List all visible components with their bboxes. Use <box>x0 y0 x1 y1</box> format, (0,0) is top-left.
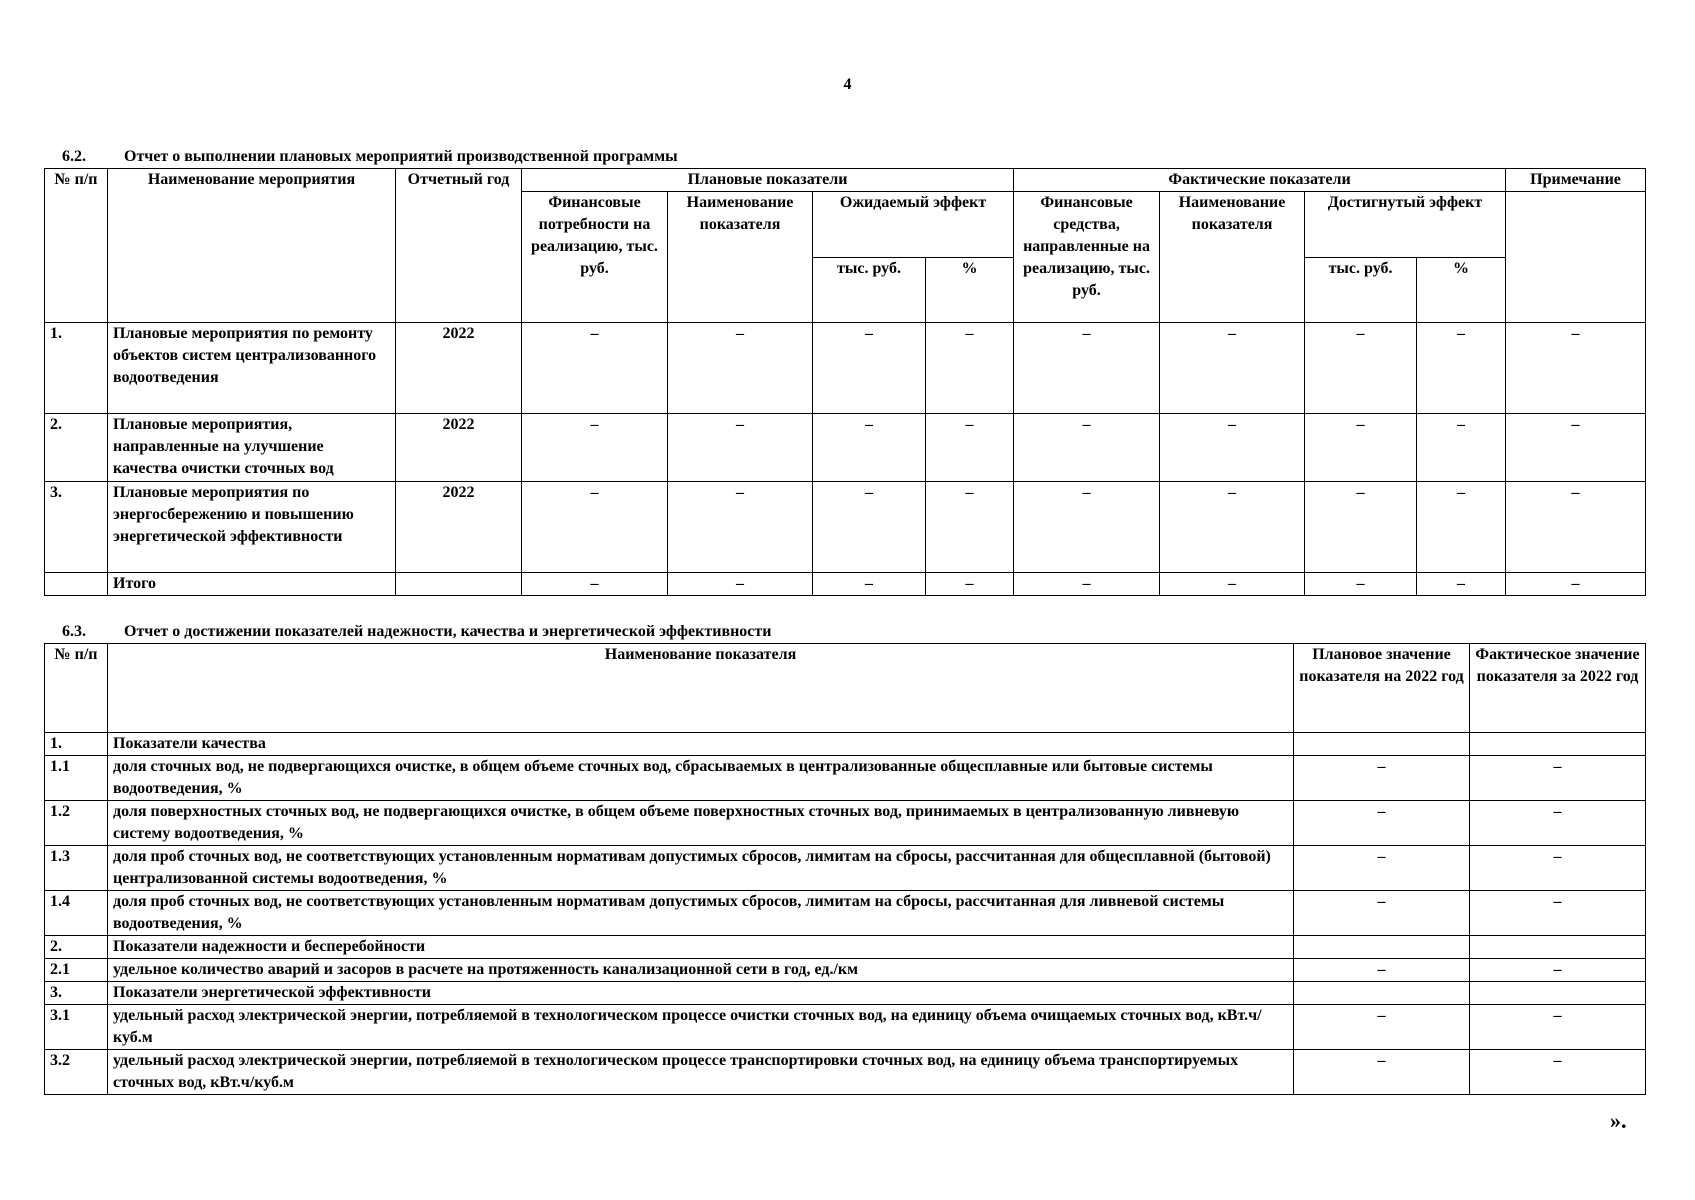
row-value: – <box>522 482 668 573</box>
production-program-table <box>44 168 1646 596</box>
row-value: – <box>522 414 668 482</box>
section-63-title-text: Отчет о достижении показателей надежности, качества и энергетической эффективности <box>124 623 772 640</box>
row-value: – <box>813 323 926 414</box>
row-value: – <box>1506 482 1646 573</box>
row-num: 1. <box>45 733 108 756</box>
table-row <box>45 733 1646 756</box>
row-value: – <box>668 482 813 573</box>
total-value: – <box>1014 573 1160 596</box>
row-value: – <box>1506 323 1646 414</box>
row-year: 2022 <box>396 414 522 482</box>
header-row <box>45 644 1646 733</box>
row-planned: – <box>1294 801 1470 846</box>
row-actual: – <box>1470 1005 1646 1050</box>
header-achieved-effect: Достигнутый эффект <box>1305 192 1506 258</box>
table-row <box>45 482 1646 573</box>
row-num: 2.1 <box>45 959 108 982</box>
table-row <box>45 936 1646 959</box>
row-num: 2. <box>45 414 108 482</box>
total-value: – <box>668 573 813 596</box>
header-name: Наименование показателя <box>108 644 1294 733</box>
table-row <box>45 846 1646 891</box>
row-value: – <box>1305 414 1417 482</box>
row-value: – <box>1014 323 1160 414</box>
row-value: – <box>1014 414 1160 482</box>
row-actual <box>1470 936 1646 959</box>
table-row <box>45 982 1646 1005</box>
header-expected-effect: Ожидаемый эффект <box>813 192 1014 258</box>
row-actual <box>1470 982 1646 1005</box>
header-expected-percent: % <box>926 257 1014 323</box>
row-value: – <box>1417 323 1506 414</box>
header-planned-group: Плановые показатели <box>522 169 1014 192</box>
row-name: Плановые мероприятия по ремонту объектов систем централизованного водоотведения <box>108 323 396 414</box>
header-planned: Плановое значение показателя на 2022 год <box>1294 644 1470 733</box>
row-value: – <box>668 323 813 414</box>
row-value: – <box>926 323 1014 414</box>
row-planned <box>1294 982 1470 1005</box>
row-planned: – <box>1294 959 1470 982</box>
table-row <box>45 756 1646 801</box>
row-value: – <box>926 482 1014 573</box>
row-actual: – <box>1470 846 1646 891</box>
row-num: 3. <box>45 482 108 573</box>
header-achieved-percent: % <box>1417 257 1506 323</box>
row-value: – <box>1160 323 1305 414</box>
section-62-title <box>62 148 678 166</box>
header-note: Примечание <box>1506 169 1646 192</box>
row-value: – <box>1160 482 1305 573</box>
total-row <box>45 573 1646 596</box>
section-63-title <box>62 623 771 641</box>
table-row <box>45 1050 1646 1095</box>
total-year <box>396 573 522 596</box>
section-62-number: 6.2. <box>62 148 86 165</box>
row-value: – <box>1506 414 1646 482</box>
row-year: 2022 <box>396 323 522 414</box>
row-value: – <box>813 482 926 573</box>
header-row-1 <box>45 169 1646 192</box>
row-year: 2022 <box>396 482 522 573</box>
section-63-number: 6.3. <box>62 623 86 640</box>
row-name: доля сточных вод, не подвергающихся очистке, в общем объеме сточных вод, сбрасываемых в централизованные общесплавные или бытовые системы водоотведения, % <box>108 756 1294 801</box>
row-name: Плановые мероприятия по энергосбережению и повышению энергетической эффективности <box>108 482 396 573</box>
row-value: – <box>813 414 926 482</box>
row-actual: – <box>1470 891 1646 936</box>
row-planned: – <box>1294 756 1470 801</box>
header-achieved-thousand-rub: тыс. руб. <box>1305 257 1417 323</box>
total-value: – <box>1305 573 1417 596</box>
row-num: 1.3 <box>45 846 108 891</box>
indicators-table <box>44 643 1646 1095</box>
header-note-blank <box>1506 192 1646 323</box>
row-actual: – <box>1470 1050 1646 1095</box>
row-num: 1. <box>45 323 108 414</box>
total-value: – <box>1417 573 1506 596</box>
row-name: Показатели качества <box>108 733 1294 756</box>
row-value: – <box>926 414 1014 482</box>
total-value: – <box>1160 573 1305 596</box>
row-num: 3.1 <box>45 1005 108 1050</box>
table-row <box>45 323 1646 414</box>
row-planned: – <box>1294 1005 1470 1050</box>
row-num: 3.2 <box>45 1050 108 1095</box>
row-num: 1.2 <box>45 801 108 846</box>
header-planned-indicator: Наименование показателя <box>668 192 813 323</box>
row-planned: – <box>1294 846 1470 891</box>
header-actual: Фактическое значение показателя за 2022 год <box>1470 644 1646 733</box>
row-name: Плановые мероприятия, направленные на улучшение качества очистки сточных вод <box>108 414 396 482</box>
row-num: 1.4 <box>45 891 108 936</box>
row-planned: – <box>1294 1050 1470 1095</box>
total-value: – <box>813 573 926 596</box>
row-value: – <box>1160 414 1305 482</box>
table-row <box>45 891 1646 936</box>
row-planned <box>1294 733 1470 756</box>
row-value: – <box>522 323 668 414</box>
total-num <box>45 573 108 596</box>
header-num: № п/п <box>45 644 108 733</box>
row-name: Показатели энергетической эффективности <box>108 982 1294 1005</box>
header-expected-thousand-rub: тыс. руб. <box>813 257 926 323</box>
row-name: доля проб сточных вод, не соответствующих установленным нормативам допустимых сбросов, лимитам на сбросы, рассчитанная для ливневой системы водоотведения, % <box>108 891 1294 936</box>
table-row <box>45 414 1646 482</box>
header-actual-fin: Финансовые средства, направленные на реализацию, тыс. руб. <box>1014 192 1160 323</box>
row-name: доля поверхностных сточных вод, не подвергающихся очистке, в общем объеме поверхностных сточных вод, принимаемых в централизованную ливневую систему водоотведения, % <box>108 801 1294 846</box>
row-name: доля проб сточных вод, не соответствующих установленным нормативам допустимых сбросов, лимитам на сбросы, рассчитанная для общесплавной (бытовой) централизованной системы водоотведения, % <box>108 846 1294 891</box>
closing-quote-mark: ». <box>1610 1108 1627 1133</box>
row-value: – <box>1417 482 1506 573</box>
header-name: Наименование мероприятия <box>108 169 396 323</box>
row-name: удельное количество аварий и засоров в расчете на протяженность канализационной сети в год, ед./км <box>108 959 1294 982</box>
total-name: Итого <box>108 573 396 596</box>
row-planned: – <box>1294 891 1470 936</box>
total-value: – <box>522 573 668 596</box>
header-actual-indicator: Наименование показателя <box>1160 192 1305 323</box>
row-value: – <box>668 414 813 482</box>
row-actual: – <box>1470 756 1646 801</box>
row-value: – <box>1014 482 1160 573</box>
row-value: – <box>1305 482 1417 573</box>
row-num: 3. <box>45 982 108 1005</box>
row-num: 2. <box>45 936 108 959</box>
header-num: № п/п <box>45 169 108 323</box>
section-62-title-text: Отчет о выполнении плановых мероприятий производственной программы <box>124 148 678 165</box>
row-name: удельный расход электрической энергии, потребляемой в технологическом процессе транспортировки сточных вод, на единицу объема транспортируемых сточных вод, кВт.ч/куб.м <box>108 1050 1294 1095</box>
header-actual-group: Фактические показатели <box>1014 169 1506 192</box>
row-planned <box>1294 936 1470 959</box>
row-actual: – <box>1470 801 1646 846</box>
table-row <box>45 959 1646 982</box>
row-actual <box>1470 733 1646 756</box>
row-name: удельный расход электрической энергии, потребляемой в технологическом процессе очистки сточных вод, на единицу объема очищаемых сточных вод, кВт.ч/куб.м <box>108 1005 1294 1050</box>
row-actual: – <box>1470 959 1646 982</box>
header-planned-fin: Финансовые потребности на реализацию, тыс. руб. <box>522 192 668 323</box>
table-row <box>45 1005 1646 1050</box>
header-year: Отчетный год <box>396 169 522 323</box>
total-value: – <box>1506 573 1646 596</box>
row-value: – <box>1305 323 1417 414</box>
row-num: 1.1 <box>45 756 108 801</box>
page-number: 4 <box>843 76 852 93</box>
row-name: Показатели надежности и бесперебойности <box>108 936 1294 959</box>
row-value: – <box>1417 414 1506 482</box>
total-value: – <box>926 573 1014 596</box>
table-row <box>45 801 1646 846</box>
